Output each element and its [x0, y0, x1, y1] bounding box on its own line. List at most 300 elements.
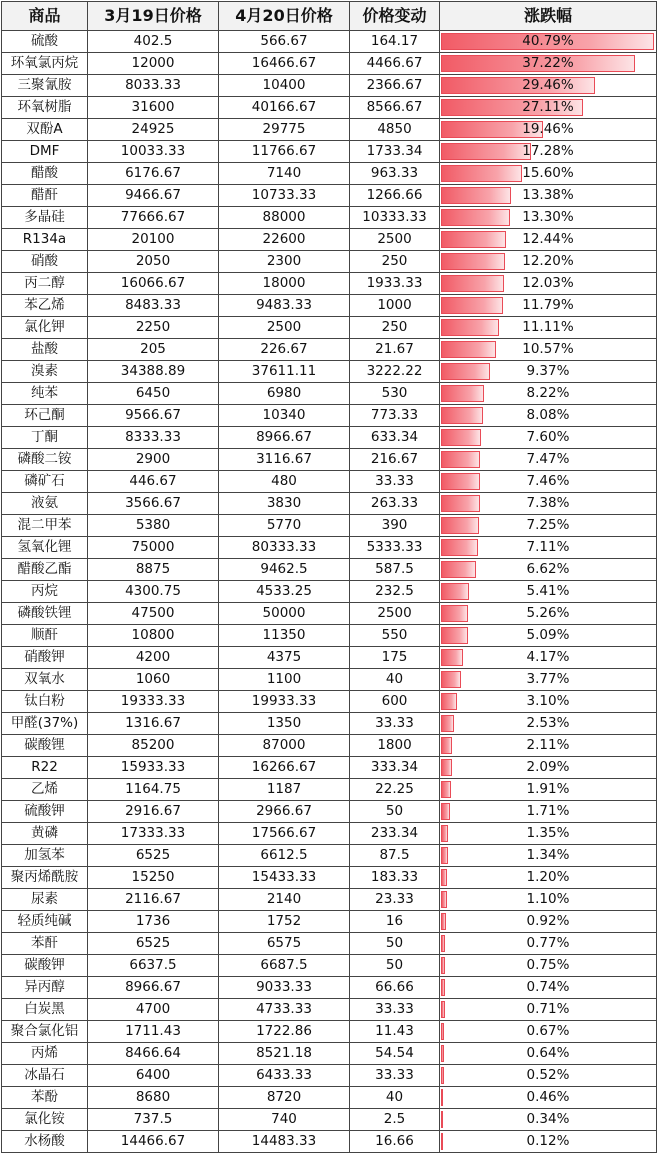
table-row	[2, 251, 657, 273]
price-mar19-cell: 10033.33	[88, 141, 219, 163]
change-pct-bar	[441, 517, 479, 534]
price-mar19-cell: 5380	[88, 515, 219, 537]
price-change-cell: 600	[350, 691, 440, 713]
table-body	[2, 31, 657, 1153]
change-pct-value: 29.46%	[522, 77, 574, 93]
price-apr20-cell: 1187	[219, 779, 350, 801]
table-row	[2, 647, 657, 669]
price-apr20-cell: 740	[219, 1109, 350, 1131]
price-change-cell: 2.5	[350, 1109, 440, 1131]
change-pct-value: 5.09%	[526, 627, 570, 643]
price-mar19-cell: 2050	[88, 251, 219, 273]
price-mar19-cell: 6176.67	[88, 163, 219, 185]
change-pct-value: 27.11%	[522, 99, 574, 115]
commodity-name-cell: 丁酮	[2, 427, 88, 449]
table-row	[2, 141, 657, 163]
table-row	[2, 515, 657, 537]
commodity-name-cell: 三聚氰胺	[2, 75, 88, 97]
price-mar19-cell: 6400	[88, 1065, 219, 1087]
price-change-cell: 50	[350, 801, 440, 823]
change-pct-cell	[440, 185, 657, 207]
table-row	[2, 757, 657, 779]
price-apr20-cell: 17566.67	[219, 823, 350, 845]
change-pct-bar	[441, 253, 505, 270]
change-pct-value: 3.77%	[526, 671, 570, 687]
table-row	[2, 1065, 657, 1087]
commodity-name-cell: 磷酸铁锂	[2, 603, 88, 625]
table-row	[2, 383, 657, 405]
change-pct-cell	[440, 735, 657, 757]
price-change-cell: 10333.33	[350, 207, 440, 229]
price-apr20-cell: 6433.33	[219, 1065, 350, 1087]
change-pct-bar	[441, 341, 496, 358]
table-row	[2, 955, 657, 977]
price-change-cell: 3222.22	[350, 361, 440, 383]
price-change-cell: 54.54	[350, 1043, 440, 1065]
price-change-cell: 773.33	[350, 405, 440, 427]
change-pct-value: 0.74%	[526, 979, 570, 995]
commodity-name-cell: 黄磷	[2, 823, 88, 845]
table-row	[2, 625, 657, 647]
change-pct-cell	[440, 669, 657, 691]
commodity-name-cell: 氢氧化锂	[2, 537, 88, 559]
price-apr20-cell: 22600	[219, 229, 350, 251]
change-pct-bar	[441, 1133, 443, 1150]
change-pct-value: 7.60%	[526, 429, 570, 445]
commodity-name-cell: 双氧水	[2, 669, 88, 691]
price-change-cell: 21.67	[350, 339, 440, 361]
price-change-cell: 33.33	[350, 1065, 440, 1087]
price-apr20-cell: 9462.5	[219, 559, 350, 581]
header-price-change: 价格变动	[350, 2, 440, 31]
change-pct-value: 2.53%	[526, 715, 570, 731]
commodity-name-cell: 硝酸钾	[2, 647, 88, 669]
price-mar19-cell: 4200	[88, 647, 219, 669]
change-pct-bar	[441, 935, 445, 952]
price-apr20-cell: 88000	[219, 207, 350, 229]
table-row	[2, 317, 657, 339]
change-pct-bar	[441, 319, 499, 336]
change-pct-cell	[440, 471, 657, 493]
commodity-name-cell: 环氧氯丙烷	[2, 53, 88, 75]
table-row	[2, 1043, 657, 1065]
price-mar19-cell: 85200	[88, 735, 219, 757]
commodity-name-cell: 冰晶石	[2, 1065, 88, 1087]
change-pct-value: 0.34%	[526, 1111, 570, 1127]
price-apr20-cell: 3116.67	[219, 449, 350, 471]
price-mar19-cell: 15933.33	[88, 757, 219, 779]
change-pct-bar	[441, 803, 450, 820]
price-change-cell: 233.34	[350, 823, 440, 845]
change-pct-value: 0.46%	[526, 1089, 570, 1105]
price-change-cell: 232.5	[350, 581, 440, 603]
change-pct-value: 1.20%	[526, 869, 570, 885]
change-pct-cell	[440, 1131, 657, 1153]
price-mar19-cell: 2116.67	[88, 889, 219, 911]
price-apr20-cell: 14483.33	[219, 1131, 350, 1153]
price-change-cell: 50	[350, 955, 440, 977]
price-mar19-cell: 8466.64	[88, 1043, 219, 1065]
price-change-cell: 16	[350, 911, 440, 933]
price-apr20-cell: 4533.25	[219, 581, 350, 603]
table-row	[2, 581, 657, 603]
price-change-cell: 250	[350, 251, 440, 273]
price-change-cell: 633.34	[350, 427, 440, 449]
commodity-name-cell: 苯酐	[2, 933, 88, 955]
commodity-name-cell: 醋酸乙酯	[2, 559, 88, 581]
price-mar19-cell: 1060	[88, 669, 219, 691]
change-pct-cell	[440, 603, 657, 625]
price-apr20-cell: 16466.67	[219, 53, 350, 75]
table-row	[2, 1109, 657, 1131]
commodity-name-cell: 硝酸	[2, 251, 88, 273]
change-pct-bar	[441, 825, 448, 842]
change-pct-cell	[440, 933, 657, 955]
change-pct-bar	[441, 847, 448, 864]
price-mar19-cell: 737.5	[88, 1109, 219, 1131]
price-mar19-cell: 20100	[88, 229, 219, 251]
table-row	[2, 53, 657, 75]
price-apr20-cell: 29775	[219, 119, 350, 141]
price-change-cell: 23.33	[350, 889, 440, 911]
change-pct-value: 2.09%	[526, 759, 570, 775]
commodity-name-cell: 异丙醇	[2, 977, 88, 999]
price-mar19-cell: 1711.43	[88, 1021, 219, 1043]
price-mar19-cell: 8875	[88, 559, 219, 581]
change-pct-cell	[440, 999, 657, 1021]
change-pct-value: 12.20%	[522, 253, 574, 269]
change-pct-bar	[441, 1089, 443, 1106]
commodity-name-cell: 醋酐	[2, 185, 88, 207]
change-pct-value: 37.22%	[522, 55, 574, 71]
price-change-cell: 216.67	[350, 449, 440, 471]
commodity-name-cell: 磷酸二铵	[2, 449, 88, 471]
change-pct-bar	[441, 407, 483, 424]
price-change-cell: 66.66	[350, 977, 440, 999]
price-change-cell: 11.43	[350, 1021, 440, 1043]
price-mar19-cell: 4300.75	[88, 581, 219, 603]
table-row	[2, 493, 657, 515]
header-price-mar19: 3月19日价格	[88, 2, 219, 31]
price-mar19-cell: 4700	[88, 999, 219, 1021]
commodity-name-cell: 环氧树脂	[2, 97, 88, 119]
commodity-name-cell: 溴素	[2, 361, 88, 383]
table-row	[2, 933, 657, 955]
price-apr20-cell: 15433.33	[219, 867, 350, 889]
change-pct-cell	[440, 977, 657, 999]
price-mar19-cell: 24925	[88, 119, 219, 141]
price-apr20-cell: 4733.33	[219, 999, 350, 1021]
commodity-name-cell: DMF	[2, 141, 88, 163]
change-pct-bar	[441, 693, 457, 710]
change-pct-cell	[440, 801, 657, 823]
change-pct-value: 8.08%	[526, 407, 570, 423]
table-row	[2, 889, 657, 911]
change-pct-bar	[441, 495, 480, 512]
change-pct-cell	[440, 757, 657, 779]
change-pct-value: 0.64%	[526, 1045, 570, 1061]
commodity-name-cell: 乙烯	[2, 779, 88, 801]
price-change-cell: 164.17	[350, 31, 440, 53]
price-mar19-cell: 31600	[88, 97, 219, 119]
table-row	[2, 999, 657, 1021]
change-pct-bar	[441, 759, 452, 776]
price-change-cell: 2500	[350, 603, 440, 625]
change-pct-bar	[441, 913, 446, 930]
price-mar19-cell: 8966.67	[88, 977, 219, 999]
change-pct-bar	[441, 429, 481, 446]
price-change-cell: 2500	[350, 229, 440, 251]
price-change-cell: 5333.33	[350, 537, 440, 559]
price-apr20-cell: 226.67	[219, 339, 350, 361]
change-pct-value: 0.67%	[526, 1023, 570, 1039]
change-pct-value: 13.30%	[522, 209, 574, 225]
change-pct-bar	[441, 231, 506, 248]
change-pct-value: 10.57%	[522, 341, 574, 357]
table-row	[2, 97, 657, 119]
change-pct-bar	[441, 781, 451, 798]
price-mar19-cell: 8483.33	[88, 295, 219, 317]
change-pct-bar	[441, 275, 504, 292]
price-mar19-cell: 17333.33	[88, 823, 219, 845]
change-pct-value: 9.37%	[526, 363, 570, 379]
commodity-name-cell: 尿素	[2, 889, 88, 911]
change-pct-cell	[440, 75, 657, 97]
change-pct-value: 7.46%	[526, 473, 570, 489]
price-apr20-cell: 9483.33	[219, 295, 350, 317]
price-mar19-cell: 3566.67	[88, 493, 219, 515]
price-mar19-cell: 19333.33	[88, 691, 219, 713]
price-change-cell: 1000	[350, 295, 440, 317]
change-pct-cell	[440, 823, 657, 845]
change-pct-bar	[441, 165, 522, 182]
change-pct-bar	[441, 209, 510, 226]
price-apr20-cell: 5770	[219, 515, 350, 537]
change-pct-cell	[440, 207, 657, 229]
price-apr20-cell: 18000	[219, 273, 350, 295]
change-pct-bar	[441, 891, 447, 908]
table-row	[2, 867, 657, 889]
price-change-cell: 587.5	[350, 559, 440, 581]
change-pct-cell	[440, 955, 657, 977]
price-change-cell: 390	[350, 515, 440, 537]
price-apr20-cell: 4375	[219, 647, 350, 669]
header-row	[2, 2, 657, 31]
change-pct-bar	[441, 1067, 444, 1084]
price-change-cell: 530	[350, 383, 440, 405]
change-pct-cell	[440, 1087, 657, 1109]
change-pct-value: 0.77%	[526, 935, 570, 951]
change-pct-bar	[441, 561, 476, 578]
change-pct-value: 0.71%	[526, 1001, 570, 1017]
table-row	[2, 405, 657, 427]
commodity-name-cell: 碳酸钾	[2, 955, 88, 977]
price-mar19-cell: 10800	[88, 625, 219, 647]
price-mar19-cell: 9566.67	[88, 405, 219, 427]
table-row	[2, 119, 657, 141]
price-change-cell: 87.5	[350, 845, 440, 867]
price-change-cell: 22.25	[350, 779, 440, 801]
price-mar19-cell: 47500	[88, 603, 219, 625]
change-pct-bar	[441, 737, 452, 754]
price-change-cell: 963.33	[350, 163, 440, 185]
commodity-name-cell: 丙二醇	[2, 273, 88, 295]
change-pct-value: 11.79%	[522, 297, 574, 313]
table-row	[2, 911, 657, 933]
price-mar19-cell: 8680	[88, 1087, 219, 1109]
price-apr20-cell: 10340	[219, 405, 350, 427]
change-pct-value: 7.38%	[526, 495, 570, 511]
price-apr20-cell: 1350	[219, 713, 350, 735]
commodity-name-cell: 纯苯	[2, 383, 88, 405]
change-pct-value: 5.26%	[526, 605, 570, 621]
change-pct-value: 17.28%	[522, 143, 574, 159]
price-apr20-cell: 2966.67	[219, 801, 350, 823]
change-pct-value: 4.17%	[526, 649, 570, 665]
price-mar19-cell: 1164.75	[88, 779, 219, 801]
change-pct-value: 1.10%	[526, 891, 570, 907]
change-pct-cell	[440, 889, 657, 911]
change-pct-value: 1.71%	[526, 803, 570, 819]
change-pct-value: 12.03%	[522, 275, 574, 291]
commodity-name-cell: 多晶硅	[2, 207, 88, 229]
table-row	[2, 339, 657, 361]
price-apr20-cell: 8720	[219, 1087, 350, 1109]
change-pct-bar	[441, 1001, 445, 1018]
change-pct-bar	[441, 869, 447, 886]
price-mar19-cell: 14466.67	[88, 1131, 219, 1153]
commodity-name-cell: 醋酸	[2, 163, 88, 185]
table-row	[2, 75, 657, 97]
price-apr20-cell: 1722.86	[219, 1021, 350, 1043]
commodity-name-cell: 加氢苯	[2, 845, 88, 867]
price-change-cell: 333.34	[350, 757, 440, 779]
change-pct-value: 1.35%	[526, 825, 570, 841]
change-pct-cell	[440, 493, 657, 515]
change-pct-value: 7.25%	[526, 517, 570, 533]
price-change-cell: 175	[350, 647, 440, 669]
table-row	[2, 603, 657, 625]
change-pct-value: 13.38%	[522, 187, 574, 203]
table-row	[2, 845, 657, 867]
price-mar19-cell: 1736	[88, 911, 219, 933]
price-mar19-cell: 6525	[88, 845, 219, 867]
change-pct-cell	[440, 911, 657, 933]
change-pct-cell	[440, 559, 657, 581]
change-pct-bar	[441, 1111, 443, 1128]
change-pct-cell	[440, 779, 657, 801]
change-pct-bar	[441, 297, 503, 314]
change-pct-cell	[440, 119, 657, 141]
price-apr20-cell: 6575	[219, 933, 350, 955]
commodity-name-cell: 苯乙烯	[2, 295, 88, 317]
table-row	[2, 713, 657, 735]
price-mar19-cell: 6525	[88, 933, 219, 955]
change-pct-cell	[440, 537, 657, 559]
commodity-name-cell: 甲醛(37%)	[2, 713, 88, 735]
change-pct-cell	[440, 691, 657, 713]
change-pct-bar	[441, 627, 468, 644]
price-apr20-cell: 16266.67	[219, 757, 350, 779]
change-pct-cell	[440, 31, 657, 53]
price-change-cell: 40	[350, 669, 440, 691]
change-pct-bar	[441, 583, 469, 600]
table-row	[2, 669, 657, 691]
change-pct-bar	[441, 451, 480, 468]
table-row	[2, 185, 657, 207]
change-pct-value: 6.62%	[526, 561, 570, 577]
price-change-cell: 1733.34	[350, 141, 440, 163]
price-change-cell: 550	[350, 625, 440, 647]
table-row	[2, 31, 657, 53]
price-apr20-cell: 11766.67	[219, 141, 350, 163]
change-pct-cell	[440, 317, 657, 339]
change-pct-cell	[440, 141, 657, 163]
price-change-cell: 1800	[350, 735, 440, 757]
price-change-cell: 50	[350, 933, 440, 955]
table-row	[2, 229, 657, 251]
table-row	[2, 273, 657, 295]
change-pct-bar	[441, 143, 531, 160]
commodity-name-cell: 丙烷	[2, 581, 88, 603]
change-pct-bar	[441, 473, 480, 490]
change-pct-value: 8.22%	[526, 385, 570, 401]
price-mar19-cell: 34388.89	[88, 361, 219, 383]
price-change-cell: 4850	[350, 119, 440, 141]
change-pct-value: 1.91%	[526, 781, 570, 797]
price-change-cell: 33.33	[350, 471, 440, 493]
table-row	[2, 735, 657, 757]
price-apr20-cell: 19933.33	[219, 691, 350, 713]
commodity-name-cell: 混二甲苯	[2, 515, 88, 537]
table-row	[2, 801, 657, 823]
price-mar19-cell: 6450	[88, 383, 219, 405]
price-apr20-cell: 10400	[219, 75, 350, 97]
change-pct-cell	[440, 845, 657, 867]
price-change-cell: 8566.67	[350, 97, 440, 119]
price-mar19-cell: 205	[88, 339, 219, 361]
commodity-name-cell: R134a	[2, 229, 88, 251]
table-row	[2, 163, 657, 185]
price-change-cell: 183.33	[350, 867, 440, 889]
price-apr20-cell: 7140	[219, 163, 350, 185]
price-apr20-cell: 40166.67	[219, 97, 350, 119]
change-pct-cell	[440, 251, 657, 273]
price-change-cell: 263.33	[350, 493, 440, 515]
change-pct-bar	[441, 715, 454, 732]
commodity-name-cell: 轻质纯碱	[2, 911, 88, 933]
change-pct-value: 7.11%	[526, 539, 570, 555]
price-apr20-cell: 10733.33	[219, 185, 350, 207]
price-apr20-cell: 37611.11	[219, 361, 350, 383]
price-change-cell: 40	[350, 1087, 440, 1109]
price-change-cell: 1266.66	[350, 185, 440, 207]
price-apr20-cell: 1100	[219, 669, 350, 691]
change-pct-cell	[440, 273, 657, 295]
price-mar19-cell: 8033.33	[88, 75, 219, 97]
commodity-name-cell: 丙烯	[2, 1043, 88, 1065]
price-apr20-cell: 8966.67	[219, 427, 350, 449]
commodity-name-cell: 白炭黑	[2, 999, 88, 1021]
change-pct-value: 0.92%	[526, 913, 570, 929]
change-pct-value: 3.10%	[526, 693, 570, 709]
price-apr20-cell: 480	[219, 471, 350, 493]
change-pct-cell	[440, 1109, 657, 1131]
price-change-cell: 250	[350, 317, 440, 339]
table-row	[2, 1087, 657, 1109]
change-pct-cell	[440, 383, 657, 405]
change-pct-value: 40.79%	[522, 33, 574, 49]
